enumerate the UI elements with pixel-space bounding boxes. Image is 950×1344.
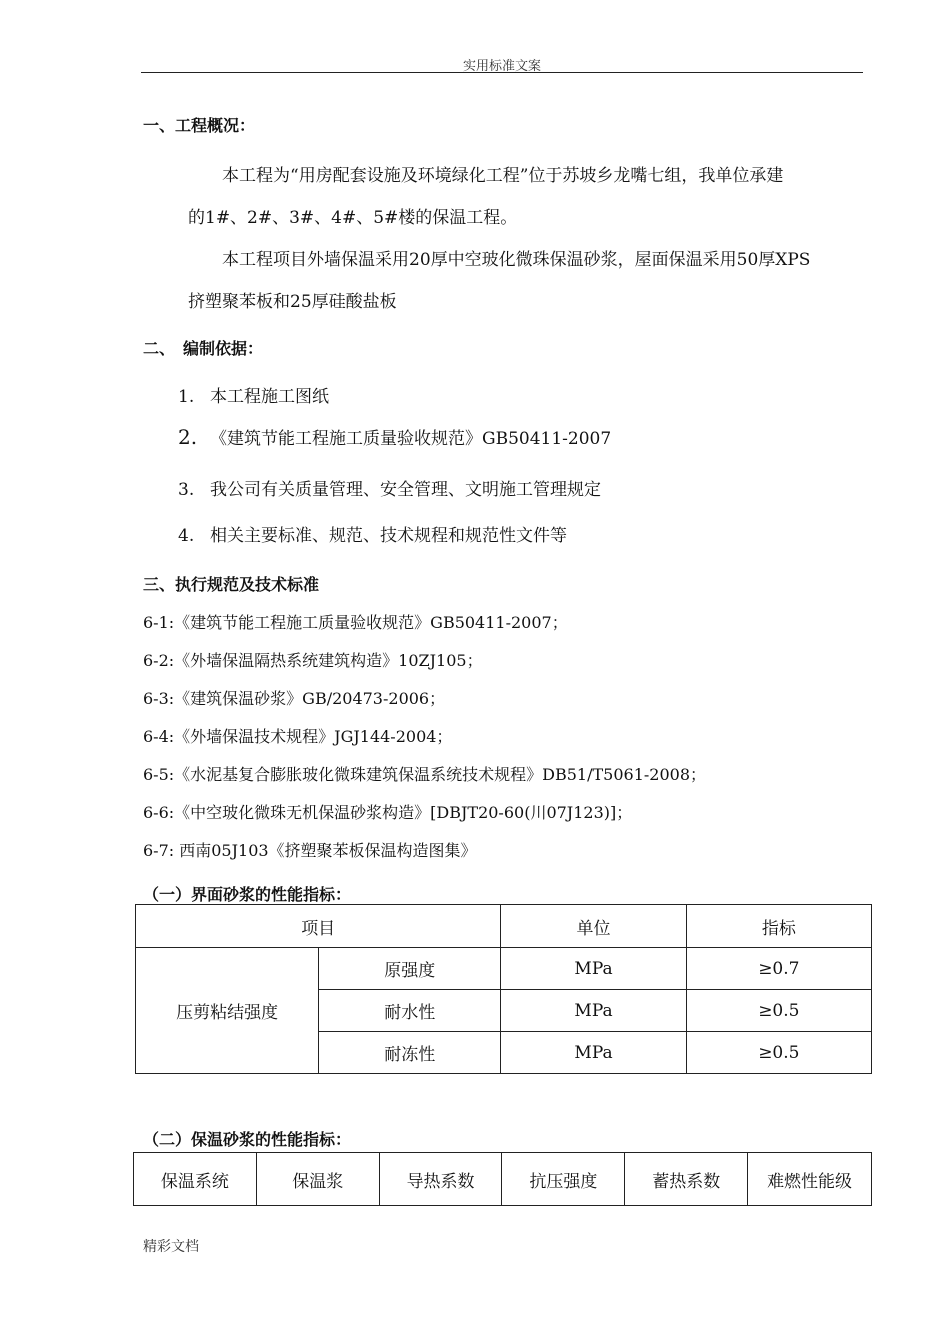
table-header-row	[134, 1153, 872, 1206]
table-header-cell: 保温浆	[256, 1153, 379, 1206]
basis-item	[178, 475, 601, 500]
table-header-cell: 难燃性能级	[748, 1153, 872, 1206]
interface-mortar-table	[135, 904, 872, 1074]
standard-item: 6-2:《外墙保温隔热系统建筑构造》10ZJ105；	[143, 651, 483, 670]
page-header: 实用标准文案	[462, 59, 541, 74]
header-divider	[141, 72, 863, 73]
table-header-cell: 抗压强度	[502, 1153, 625, 1206]
table-cell: ≥0.5	[686, 1032, 871, 1074]
section-3-title: 三、执行规范及技术标准	[143, 575, 320, 594]
basis-item-text: 我公司有关质量管理、安全管理、文明施工管理规定	[210, 480, 601, 500]
overview-paragraph-1-line-2: 的1#、2#、3#、4#、5#楼的保温工程。	[188, 208, 518, 228]
table-row	[136, 948, 872, 990]
page-footer: 精彩文档	[143, 1239, 199, 1255]
table-cell: ≥0.5	[686, 990, 871, 1032]
section-1-title: 一、工程概况：	[143, 116, 256, 135]
standard-item: 6-5:《水泥基复合膨胀玻化微珠建筑保温系统技术规程》DB51/T5061-2008；	[143, 765, 707, 784]
basis-item-number: 4.	[178, 526, 195, 546]
table-cell: MPa	[501, 990, 686, 1032]
basis-item-number: 3.	[178, 480, 195, 500]
table-group-label: 压剪粘结强度	[136, 948, 319, 1074]
table-cell: MPa	[501, 1032, 686, 1074]
overview-paragraph-2-line-2: 挤塑聚苯板和25厚硅酸盐板	[188, 292, 397, 312]
table-1-caption: （一）界面砂浆的性能指标：	[143, 885, 352, 904]
standard-item: 6-7: 西南05J103《挤塑聚苯板保温构造图集》	[143, 841, 477, 860]
table-cell: 耐冻性	[319, 1032, 501, 1074]
standard-item: 6-3:《建筑保温砂浆》GB/20473-2006；	[143, 689, 446, 708]
basis-item	[178, 382, 329, 407]
table-cell: ≥0.7	[686, 948, 871, 990]
basis-item-number: 2.	[178, 425, 198, 449]
table-header-cell: 项目	[136, 905, 501, 948]
table-cell: 原强度	[319, 948, 501, 990]
basis-item	[178, 424, 611, 449]
table-header-cell: 单位	[501, 905, 686, 948]
overview-paragraph-2-line-1: 本工程项目外墙保温采用20厚中空玻化微珠保温砂浆，屋面保温采用50厚XPS	[222, 250, 811, 270]
overview-paragraph-1-line-1: 本工程为“用房配套设施及环境绿化工程”位于苏坡乡龙嘴七组，我单位承建	[222, 166, 784, 186]
basis-item	[178, 521, 567, 546]
basis-item-text: 《建筑节能工程施工质量验收规范》GB50411-2007	[210, 429, 612, 449]
table-header-cell: 保温系统	[134, 1153, 257, 1206]
table-cell: MPa	[501, 948, 686, 990]
standard-item: 6-4:《外墙保温技术规程》JGJ144-2004；	[143, 727, 453, 746]
basis-item-text: 本工程施工图纸	[210, 387, 329, 407]
table-header-row	[136, 905, 872, 948]
table-header-cell: 指标	[686, 905, 871, 948]
insulation-mortar-table	[133, 1152, 872, 1206]
table-header-cell: 蓄热系数	[625, 1153, 748, 1206]
basis-item-text: 相关主要标准、规范、技术规程和规范性文件等	[210, 526, 567, 546]
basis-item-number: 1.	[178, 387, 195, 407]
table-header-cell: 导热系数	[379, 1153, 502, 1206]
table-2-caption: （二）保温砂浆的性能指标：	[143, 1130, 352, 1149]
standard-item: 6-1:《建筑节能工程施工质量验收规范》GB50411-2007；	[143, 613, 568, 632]
section-2-title: 二、 编制依据：	[143, 339, 264, 358]
table-cell: 耐水性	[319, 990, 501, 1032]
standard-item: 6-6:《中空玻化微珠无机保温砂浆构造》[DBJT20-60(川07J123)]；	[143, 803, 633, 822]
